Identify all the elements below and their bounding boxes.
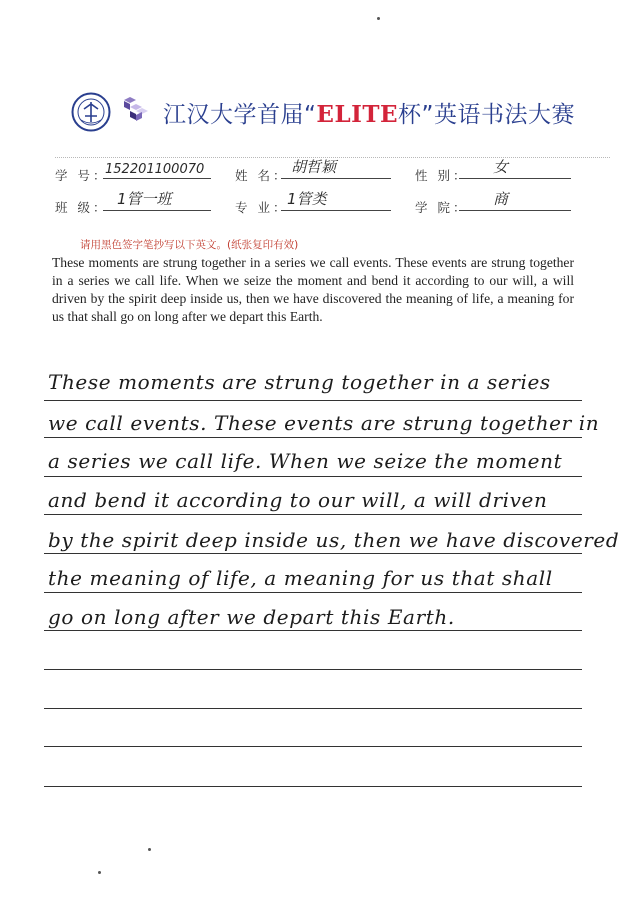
name-field [281,158,391,179]
writing-rule [44,400,582,401]
college-value: 商 [493,190,509,208]
writing-rule [44,630,582,631]
class-label: 班 级： [55,200,109,215]
major-field [281,190,391,211]
scan-speck [148,848,151,851]
writing-rule [44,553,582,554]
gender-label: 性 别： [415,168,469,183]
writing-rule [44,592,582,593]
handwriting-line: and bend it according to our will, a will driven [48,488,548,512]
elite-cube-logo [122,95,150,125]
name-label: 姓 名： [235,168,289,183]
scan-speck [98,871,101,874]
writing-rule [44,476,582,477]
handwriting-line: go on long after we depart this Earth. [48,605,455,629]
gender-field [459,158,571,179]
writing-rule [44,708,582,709]
scan-speck [377,17,380,20]
handwriting-line: by the spirit deep inside us, then we have discovered [48,528,620,552]
student-id-value: 152201100070 [105,162,205,177]
copy-instruction: 请用黑色签字笔抄写以下英文。(纸张复印有效) [80,239,299,251]
handwriting-line: we call events. These events are strung together in [48,411,600,435]
title-suffix: 杯”英语书法大赛 [398,102,575,128]
college-label: 学 院： [415,200,469,215]
gender-value: 女 [493,158,509,176]
name-value: 胡哲颖 [291,158,337,176]
source-passage: These moments are strung together in a series we call events. These events are strung together in a series we call life. When we seize the moment and bend it according to our will, a will driven by the spirit deep inside us, then we have discovered the meaning of life, a meaning for us that shall go on long after we depart this Earth. [52,255,574,325]
writing-rule [44,786,582,787]
class-value: 1管一班 [117,190,172,208]
title-elite: ELITE [316,101,399,128]
handwriting-line: a series we call life. When we seize the moment [48,449,563,473]
class-field [103,190,211,211]
college-field [459,190,571,211]
writing-rule [44,746,582,747]
writing-rule [44,437,582,438]
writing-rule [44,669,582,670]
handwriting-line: the meaning of life, a meaning for us that shall [48,566,553,590]
student-id-field [103,158,211,179]
university-seal-logo [71,92,111,132]
major-value: 1管类 [287,190,327,208]
contest-title [163,96,575,129]
title-prefix: 江汉大学首届“ [163,102,317,128]
writing-rule [44,514,582,515]
student-id-label: 学 号： [55,168,109,183]
major-label: 专 业： [235,200,289,215]
handwriting-line: These moments are strung together in a series [48,370,551,394]
